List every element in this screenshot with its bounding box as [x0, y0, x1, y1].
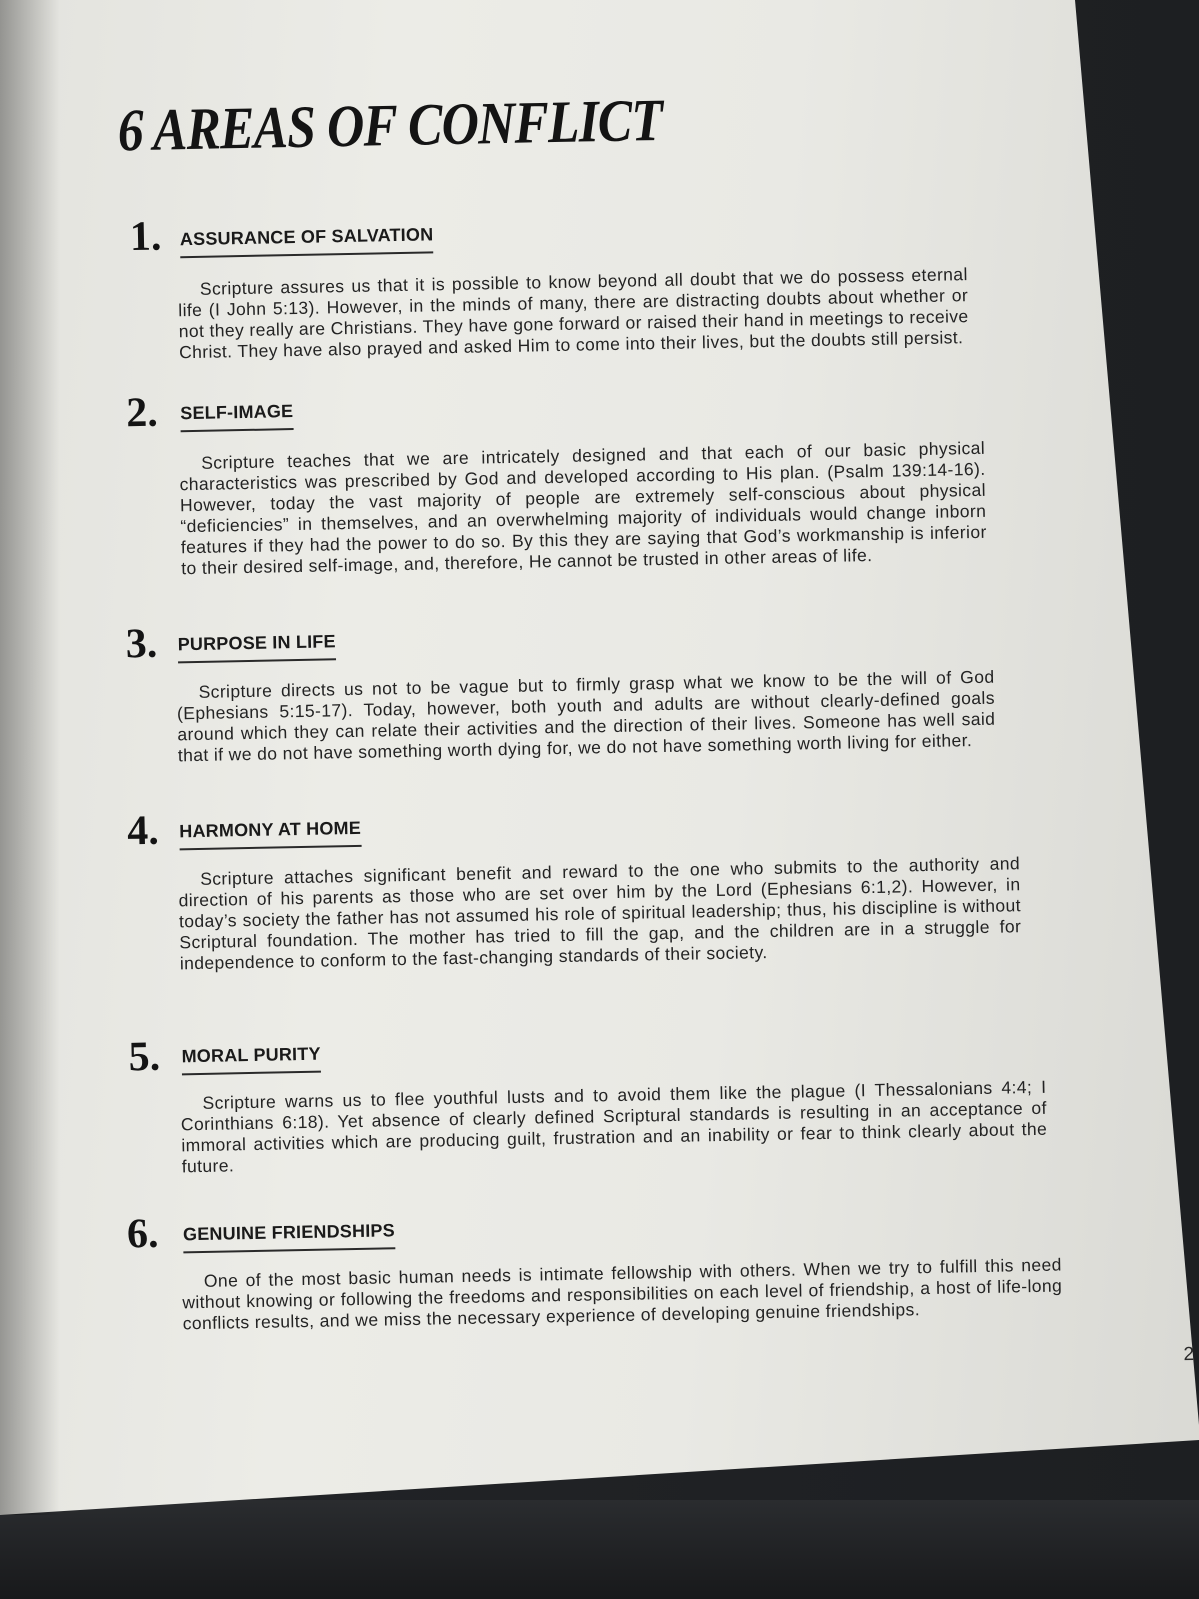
section-text: One of the most basic human needs is intimate fellowship with others. When we try to fulfill this need without knowing or following the freedoms and responsibilities on each level of friendship, a host of life-long conflicts results, and we miss the necessary experience of developing genuine friendships.: [182, 1254, 1063, 1334]
page-title: 6 AREAS OF CONFLICT: [117, 86, 663, 164]
section-number: 6.: [126, 1210, 159, 1258]
section-text: Scripture teaches that we are intricately designed and that each of our basic physical characteristics was prescribed by God and developed according to His plan. (Psalm 139:14-16). However, today the vast majority of people are extremely self-conscious about physical “deficiencies” in themselves, and an overwhelming majority of individuals would change inborn features if they had the power to do so. By this they are saying that God’s workmanship is inferior to their desired self-image, and, therefore, He cannot be trusted in other areas of life.: [179, 437, 987, 579]
section-number: 2.: [125, 389, 159, 437]
section-heading: PURPOSE IN LIFE: [178, 631, 337, 663]
section-heading: HARMONY AT HOME: [179, 818, 361, 850]
section-number: 3.: [125, 620, 158, 668]
section-heading: GENUINE FRIENDSHIPS: [183, 1220, 395, 1253]
section-text: Scripture assures us that it is possible to know beyond all doubt that we do possess eternal life (I John 5:13). However, in the minds of many, there are distracting doubts about whether or not they really are Christians. They have gone forward or raised their hand in meetings to receive Christ. They have also prayed and asked Him to come into their lives, but the doubts still persist.: [178, 264, 969, 363]
section-text: Scripture attaches significant benefit and reward to the one who submits to the authority and direction of his parents as those who are set over him by the Lord (Ephesians 6:1,2). However, in today’s society the father has not assumed his role of spiritual leadership; thus, his discipline is without Scriptural foundation. The mother has tried to fill the gap, and the children are in a struggle for independence to conform to the fast-changing standards of their society.: [178, 853, 1022, 974]
section-heading: SELF-IMAGE: [180, 401, 294, 432]
section-number: 4.: [126, 807, 160, 855]
page-number: 2: [1183, 1343, 1195, 1366]
section-number: 5.: [128, 1033, 161, 1081]
section-heading: ASSURANCE OF SALVATION: [180, 224, 434, 258]
section-heading: MORAL PURITY: [181, 1044, 321, 1076]
section-text: Scripture directs us not to be vague but to firmly grasp what we know to be the will of God (Ephesians 5:15-17). Today, however, both youth and adults are without clearly-defined goals around which they can relate their activities and the direction of their lives. Someone has well said that if we do not have something worth dying for, we do not have something worth living for either.: [176, 666, 996, 766]
section-text: Scripture warns us to flee youthful lusts and to avoid them like the plague (I Thessalonians 4:4; I Corinthians 6:18). Yet absence of clearly defined Scriptural standards is resulting in an acceptance of immoral activities which are producing guilt, frustration and an inability or fear to think clearly about the future.: [180, 1076, 1048, 1177]
section-number: 1.: [129, 213, 162, 261]
